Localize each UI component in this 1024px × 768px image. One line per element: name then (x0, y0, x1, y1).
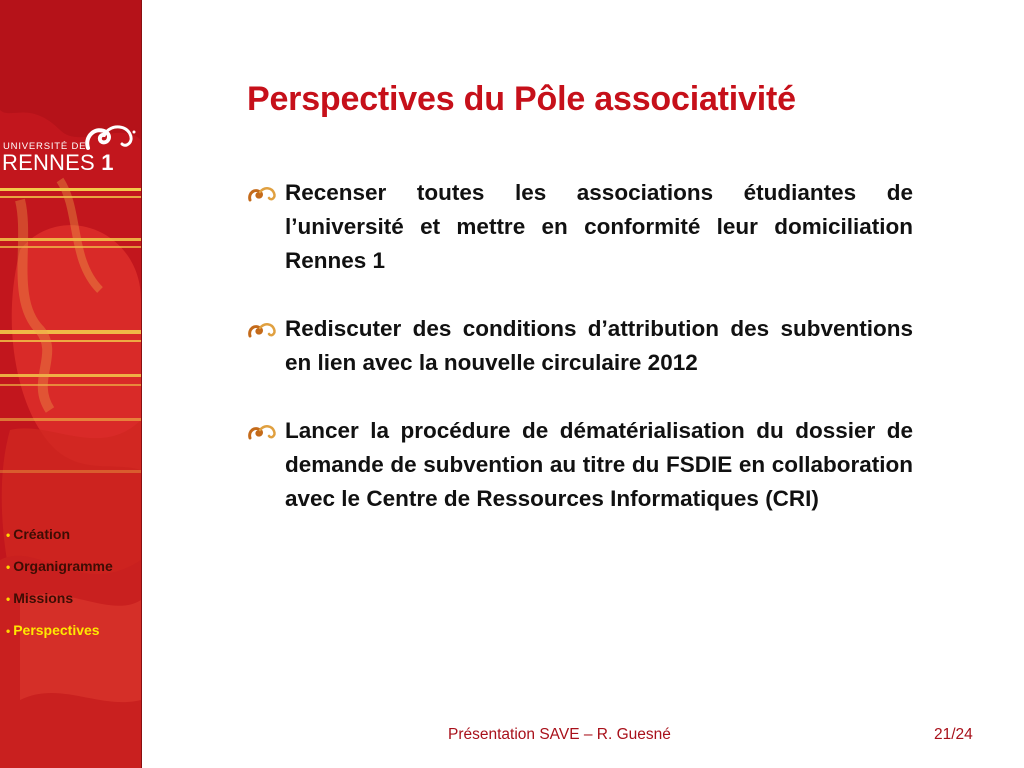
bullet-item (247, 312, 913, 380)
footer-presentation-label: Présentation SAVE – R. Guesné (448, 726, 671, 743)
nav-bullet: • (6, 560, 11, 574)
bullet-text: Lancer la procédure de dématérialisation du dossier de demande de subvention au titre du FSDIE en collaboration avec le Centre de Ressources Informatiques (CRI) (285, 418, 913, 511)
nav-item-label: Missions (13, 590, 74, 606)
section-nav (6, 526, 113, 654)
logo-rennes-word: RENNES (2, 150, 95, 175)
nav-item-label: Création (13, 526, 70, 542)
bullet-text: Rediscuter des conditions d’attribution des subventions en lien avec la nouvelle circulaire 2012 (285, 316, 913, 375)
nav-bullet: • (6, 592, 11, 606)
nav-item-creation[interactable] (6, 526, 113, 558)
slide-title: Perspectives du Pôle associativité (247, 80, 796, 118)
sidebar (0, 0, 141, 768)
nav-item-organigramme[interactable] (6, 558, 113, 590)
bullet-list (247, 176, 913, 550)
logo-number: 1 (101, 150, 114, 175)
swirl-bullet-icon (247, 319, 277, 341)
logo-university-text: UNIVERSITÉ DE (3, 141, 87, 152)
nav-bullet: • (6, 624, 11, 638)
nav-item-label: Perspectives (13, 622, 100, 638)
bullet-item (247, 414, 913, 516)
nav-bullet: • (6, 528, 11, 542)
swirl-bullet-icon (247, 421, 277, 443)
nav-item-missions[interactable] (6, 590, 113, 622)
sidebar-divider (141, 0, 142, 768)
logo-rennes-text (2, 151, 114, 175)
bullet-text: Recenser toutes les associations étudiantes de l’université et mettre en conformité leur domiciliation Rennes 1 (285, 180, 913, 273)
page-number: 21/24 (934, 726, 973, 743)
nav-item-label: Organigramme (13, 558, 113, 574)
swirl-bullet-icon (247, 183, 277, 205)
nav-item-perspectives[interactable] (6, 622, 113, 654)
university-logo (0, 118, 141, 178)
bullet-item (247, 176, 913, 278)
